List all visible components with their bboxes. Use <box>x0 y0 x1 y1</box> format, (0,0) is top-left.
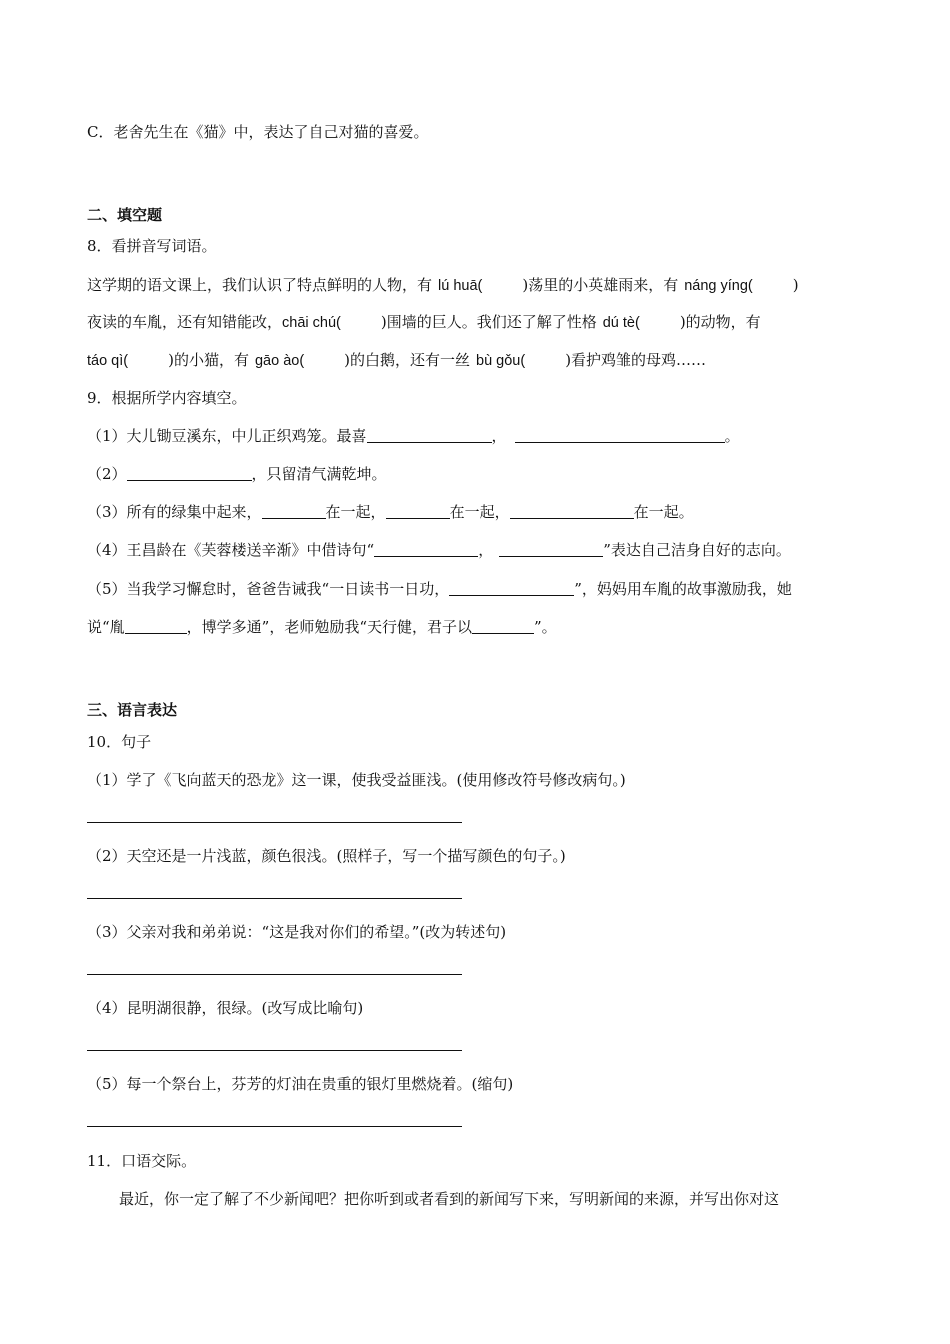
q9-text: ，只留清气满乾坤。 <box>251 465 387 483</box>
fill-blank[interactable] <box>374 540 478 557</box>
fill-blank[interactable] <box>515 426 725 443</box>
q9-text: 在一起， <box>325 503 386 521</box>
q9-text: 在一起， <box>449 503 510 521</box>
answer-line[interactable] <box>87 974 462 975</box>
q9-item-5 <box>87 578 792 600</box>
q8-text: )荡里的小英雄雨来，有 <box>522 276 679 294</box>
q9-text: ，博学多通”，老师勉励我“天行健，君子以 <box>186 618 473 636</box>
q8-text: 夜读的车胤，还有知错能改， <box>87 313 283 331</box>
q8-text: )看护鸡雏的母鸡…… <box>565 351 707 369</box>
q9-text: 。 <box>724 427 740 445</box>
q8-title: 8．看拼音写词语。 <box>87 237 217 255</box>
q8-text: 这学期的语文课上，我们认识了特点鲜明的人物，有 <box>87 276 433 294</box>
pinyin-dute: dú tè( <box>602 315 640 331</box>
q8-text: )的白鹅，还有一丝 <box>344 351 471 369</box>
section-3-title: 三、语言表达 <box>87 701 178 719</box>
answer-line[interactable] <box>87 898 462 899</box>
q8-text: )围墙的巨人。我们还了解了性格 <box>380 313 597 331</box>
fill-blank[interactable] <box>386 502 450 519</box>
section-2-title: 二、填空题 <box>87 206 163 224</box>
q9-item-5-cont <box>87 616 557 638</box>
pinyin-nangying: náng yíng( <box>684 278 753 294</box>
answer-line[interactable] <box>87 822 462 823</box>
q9-item-2 <box>87 463 387 485</box>
pinyin-chaichu: chāi chú( <box>282 315 341 331</box>
answer-line[interactable] <box>87 1126 462 1127</box>
q9-text: ， <box>491 427 507 445</box>
pinyin-luhua: lú huā( <box>438 278 483 294</box>
fill-blank[interactable] <box>510 502 634 519</box>
fill-blank[interactable] <box>472 617 534 634</box>
q8-line-3 <box>87 349 706 372</box>
fill-blank[interactable] <box>367 426 492 443</box>
q8-text: ) <box>792 276 799 294</box>
q9-text: ”，妈妈用车胤的故事激励我，她 <box>574 580 792 598</box>
q8-text: )的小猫，有 <box>168 351 249 369</box>
q7-option-c: C．老舍先生在《猫》中，表达了自己对猫的喜爱。 <box>87 123 429 141</box>
q9-text: ， <box>478 541 494 559</box>
q9-item-1 <box>87 425 740 447</box>
fill-blank[interactable] <box>127 464 252 481</box>
q9-title: 9．根据所学内容填空。 <box>87 389 247 407</box>
fill-blank[interactable] <box>125 617 187 634</box>
q9-text: （5）当我学习懈怠时，爸爸告诫我“一日读书一日功， <box>87 580 450 598</box>
q9-text: ”表达自己洁身自好的志向。 <box>603 541 791 559</box>
q9-text: 说“胤 <box>87 618 125 636</box>
q8-line-2 <box>87 311 761 334</box>
pinyin-taoqi: táo qì( <box>87 353 129 369</box>
fill-blank[interactable] <box>449 579 574 596</box>
q10-item-5: （5）每一个祭台上，芬芳的灯油在贵重的银灯里燃烧着。(缩句) <box>87 1075 514 1093</box>
pinyin-gaoao: gāo ào( <box>254 353 305 369</box>
q9-text: 在一起。 <box>633 503 694 521</box>
fill-blank[interactable] <box>262 502 326 519</box>
q9-text: （1）大儿锄豆溪东，中儿正织鸡笼。最喜 <box>87 427 367 445</box>
q9-item-3 <box>87 501 694 523</box>
q8-line-1 <box>87 274 799 297</box>
q10-title: 10．句子 <box>87 733 152 751</box>
answer-line[interactable] <box>87 1050 462 1051</box>
q10-item-2: （2）天空还是一片浅蓝，颜色很浅。(照样子，写一个描写颜色的句子。) <box>87 847 566 865</box>
q9-text: ”。 <box>534 618 557 636</box>
q10-item-3: （3）父亲对我和弟弟说：“这是我对你们的希望。”(改为转述句) <box>87 923 507 941</box>
pinyin-bugou: bù gǒu( <box>476 353 526 369</box>
q9-text: （4）王昌龄在《芙蓉楼送辛渐》中借诗句“ <box>87 541 375 559</box>
q8-text: )的动物，有 <box>679 313 761 331</box>
q11-title: 11．口语交际。 <box>87 1152 197 1170</box>
q9-text: （2） <box>87 465 127 483</box>
q9-text: （3）所有的绿集中起来， <box>87 503 262 521</box>
fill-blank[interactable] <box>499 540 603 557</box>
q11-text: 最近，你一定了解了不少新闻吧？把你听到或者看到的新闻写下来，写明新闻的来源，并写出你对这 <box>119 1190 780 1208</box>
q9-item-4 <box>87 539 791 561</box>
q10-item-4: （4）昆明湖很静，很绿。(改写成比喻句) <box>87 999 364 1017</box>
q10-item-1: （1）学了《飞向蓝天的恐龙》这一课，使我受益匪浅。(使用修改符号修改病句。) <box>87 771 626 789</box>
